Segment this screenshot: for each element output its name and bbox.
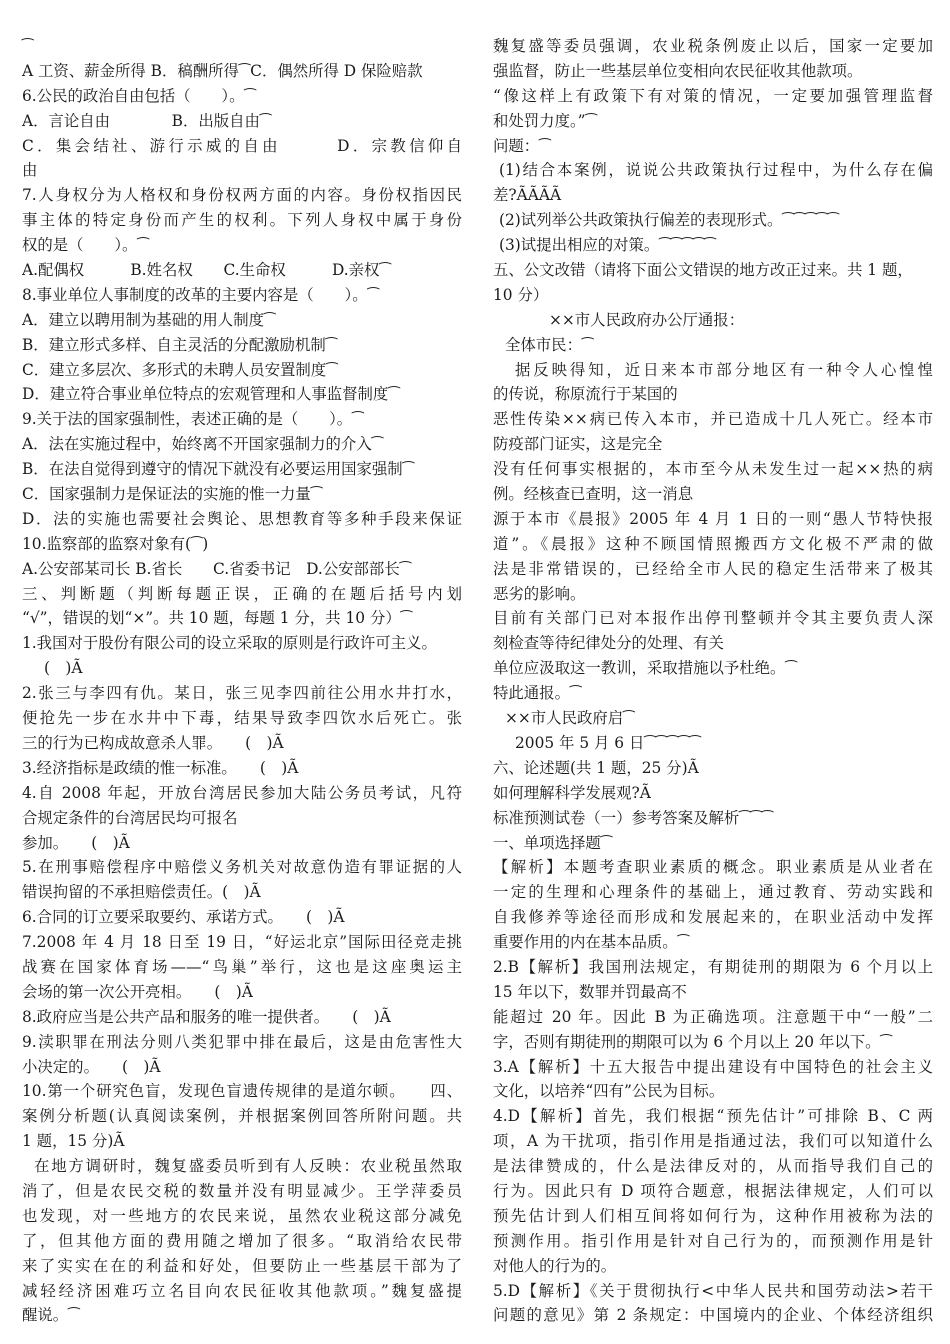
right-text-line [493, 1005, 933, 1030]
text-run: 会场的第一次公开亮相。 ( )Ã [22, 982, 253, 1001]
text-run: 魏复盛等委员强调，农业税条例废止以后，国家一定要加 [493, 37, 933, 55]
paragraph-mark-glyph: ⁀ [22, 39, 34, 55]
text-run: 目前有关部门已对本报作出停刊整顿并令其主要负责人深 [493, 609, 933, 628]
left-text-line [22, 955, 462, 980]
left-text-line [22, 382, 462, 407]
text-run: A 工资、薪金所得 B．稿酬所得 [22, 61, 239, 80]
text-run: 6.合同的订立要采取要约、承诺方式。 ( )Ã [22, 908, 345, 927]
left-text-line [22, 606, 462, 631]
right-text-line [493, 1254, 933, 1279]
left-text-line [22, 507, 462, 532]
paragraph-mark-glyph: ⁀ [137, 238, 149, 255]
text-run: C．偶然所得 D 保险赔款 [250, 61, 423, 80]
text-run: 例。经核查已查明，这一消息 [493, 485, 694, 504]
text-run: 8.事业单位人事制度的改革的主要内容是（ ）。 [22, 285, 368, 304]
text-run: 刻检查等待纪律处分的处理、有关 [493, 634, 724, 653]
text-run: 案例分析题(认真阅读案例，并根据案例回答所附问题。共 [22, 1107, 462, 1126]
paragraph-mark-glyph: ⁀ [310, 487, 323, 504]
paragraph-mark-glyph: ⁀ [191, 536, 203, 553]
text-run: 六、论述题(共 1 题，25 分)Ã [493, 758, 699, 777]
paragraph-mark-glyph: ⁀ [785, 661, 797, 678]
text-run: 【解析】本题考查职业素质的概念。职业素质是从业者在 [493, 858, 933, 877]
text-run: 4.自 2008 年起，开放台湾居民参加大陆公务员考试，凡符 [22, 783, 462, 802]
text-run: A．法在实施过程中，始终离不开国家强制力的介入 [22, 435, 372, 454]
paragraph-mark-glyph: ⁀ [244, 88, 256, 105]
right-text-line [493, 1129, 933, 1154]
text-run: 字，否则有期徒刑的期限可以为 6 个月以上 20 年以下。 [493, 1032, 881, 1051]
text-run: ××市人民政府启 [505, 709, 624, 728]
left-text-line [22, 656, 462, 681]
paragraph-mark-glyph: ⁀ [388, 387, 400, 404]
right-text-line [493, 432, 933, 457]
text-run: 能超过 20 年。因此 B 为正确选项。注意题干中“一般”二 [493, 1007, 933, 1026]
text-run: 3.A【解析】十五大报告中提出建设有中国特色的社会主义 [493, 1057, 933, 1076]
left-text-line [22, 756, 462, 781]
left-text-line [22, 308, 462, 333]
text-run: 是法律赞成的，什么是法律反对的，从而指导我们自己的 [493, 1157, 933, 1176]
right-text-line [493, 482, 933, 507]
right-text-line [493, 1030, 933, 1055]
text-run: 预先估计到人们相互间将如何行为，这种作用被称为法的 [493, 1206, 933, 1225]
text-run: 防疫部门证实，这是完全 [493, 435, 663, 454]
right-text-line [493, 606, 933, 631]
left-text-line [22, 333, 462, 358]
paragraph-mark-glyph: ⁀⁀⁀⁀⁀ [782, 213, 839, 230]
text-run: 10 分） [493, 285, 549, 304]
text-run: 单位应汲取这一教训，采取措施以予杜绝。 [493, 659, 786, 678]
paragraph-mark-glyph: ⁀ [352, 412, 364, 429]
right-text-line [493, 905, 933, 930]
right-text-line [493, 1179, 933, 1204]
paragraph-mark-glyph: ⁀ [581, 337, 594, 354]
text-run: D．法的实施也需要社会舆论、思想教育等多种手段来保证 [22, 509, 462, 528]
text-run: 自我修养等途径而形成和发展起来的，在职业活动中发挥 [493, 908, 933, 927]
text-run: 5.在刑事赔偿程序中赔偿义务机关对故意伪造有罪证据的人 [22, 858, 462, 877]
left-text-line [22, 532, 462, 557]
right-text-line [493, 930, 933, 955]
right-text-line [493, 1229, 933, 1254]
text-run: 道”。《晨报》这种不顾国情照搬西方文化极不严肃的做 [493, 534, 933, 553]
right-text-line [493, 980, 933, 1005]
text-run: A．言论自由 B．出版自由 [22, 111, 260, 130]
paragraph-mark-glyph: ⁀ [325, 337, 337, 354]
right-text-line [493, 656, 933, 681]
left-text-line [22, 208, 462, 233]
right-text-line [493, 109, 933, 134]
text-run: 便抢先一步在水井中下毒，结果导致李四饮水后死亡。张 [22, 709, 462, 728]
paragraph-mark-glyph: ⁀⁀⁀⁀⁀ [659, 238, 716, 255]
right-text-line [493, 557, 933, 582]
paragraph-mark-glyph: ⁀ [539, 138, 551, 155]
left-text-line [22, 407, 462, 432]
right-text-line [493, 706, 933, 731]
text-run: 7.2008 年 4 月 18 日至 19 日，“好运北京”国际田径竞走挑 [22, 933, 462, 952]
left-text-line [22, 34, 462, 59]
right-text-line [493, 183, 933, 208]
text-run: ) [202, 534, 209, 553]
text-run: 5.D【解析】《关于贯彻执行<中华人民共和国劳动法>若干 [493, 1281, 933, 1300]
paragraph-mark-glyph: ⁀ [68, 1308, 80, 1325]
left-text-line [22, 806, 462, 831]
left-text-line [22, 1055, 462, 1080]
text-run: 1 题，15 分)Ã [22, 1132, 125, 1151]
left-text-line [22, 482, 462, 507]
text-run: D．建立符合事业单位特点的宏观管理和人事监督制度 [22, 385, 389, 404]
text-run: 五、公文改错（请将下面公文错误的地方改正过来。共 1 题， [493, 261, 913, 280]
paragraph-mark-glyph: ⁀ [585, 113, 597, 130]
text-run: 10.第一个研究色盲，发现色盲遗传规律的是道尔顿。 四、 [22, 1082, 462, 1101]
right-text-line [493, 134, 933, 159]
paragraph-mark-glyph: ⁀ [400, 611, 413, 628]
left-text-line [22, 1104, 462, 1129]
right-text-line [493, 582, 933, 607]
text-run: B．建立形式多样、自主灵活的分配激励机制 [22, 335, 326, 354]
text-run: 没有任何事实根据的，本市至今从未发生过一起××热的病 [493, 460, 933, 479]
left-text-line [22, 283, 462, 308]
text-run: C．集会结社、游行示威的自由 D．宗教信仰自 [22, 136, 462, 155]
text-run: 差?ÃÃÃÃ [493, 186, 562, 205]
left-text-line [22, 457, 462, 482]
text-run: “像这样上有政策下有对策的情况，一定要加强管理监督 [493, 86, 933, 105]
left-text-line [22, 582, 462, 607]
paragraph-mark-glyph: ⁀ [399, 561, 411, 578]
text-run: ××市人民政府办公厅通报： [549, 310, 745, 329]
text-run: 和处罚力度。” [493, 111, 586, 130]
text-run: 由 [22, 161, 38, 180]
left-text-line [22, 432, 462, 457]
left-text-line [22, 134, 462, 159]
text-run: 10.监察部的监察对象有( [22, 534, 191, 553]
left-text-line [22, 557, 462, 582]
right-text-line [493, 84, 933, 109]
text-run: 文化，以培养“四有”公民为目标。 [493, 1082, 725, 1101]
text-run: 预测作用。指引作用是针对自己行为的，而预测作用是针 [493, 1231, 933, 1250]
paragraph-mark-glyph: ⁀ [238, 63, 251, 80]
left-text-line [22, 905, 462, 930]
text-run: 问题： [493, 136, 540, 155]
text-run: 源于本市《晨报》2005 年 4 月 1 日的一则“愚人节特快报 [493, 509, 933, 528]
text-run: 项，A 为干扰项，指引作用是指通过法，我们可以知道什么 [493, 1132, 933, 1151]
left-text-line [22, 1279, 462, 1304]
left-text-line [22, 706, 462, 731]
text-run: 三的行为已构成故意杀人罪。 ( )Ã [22, 733, 284, 752]
right-column [493, 34, 933, 1328]
paragraph-mark-glyph: ⁀ [259, 113, 272, 130]
text-run: 来了实实在在的利益和好处，但要防止一些基层干部为了 [22, 1256, 462, 1275]
text-run: 强监督，防止一些基层单位变相向农民征收其他款项。 [493, 61, 863, 80]
right-text-line [493, 59, 933, 84]
text-run: 的传说，称原流行于某国的 [493, 385, 678, 404]
right-text-line [493, 831, 933, 856]
text-run: 减轻经济困难巧立名目向农民征收其他款项。”魏复盛提 [22, 1281, 462, 1300]
right-text-line [493, 681, 933, 706]
text-run: 恶性传染××病已传入本市，并已造成十几人死亡。经本市 [493, 410, 933, 429]
text-run: 4.D【解析】首先，我们根据“预先估计”可排除 B、C 两 [493, 1107, 933, 1126]
paragraph-mark-glyph: ⁀ [623, 711, 635, 728]
right-text-line [493, 756, 933, 781]
left-text-line [22, 233, 462, 258]
left-text-line [22, 1303, 462, 1328]
text-run: 15 年以下，数罪并罚最高不 [493, 982, 687, 1001]
left-text-line [22, 631, 462, 656]
text-run: A.配偶权 B.姓名权 C.生命权 D.亲权 [22, 261, 380, 280]
text-run: A．建立以聘用制为基础的用人制度 [22, 310, 264, 329]
text-run: (3)试提出相应的对策。 [499, 236, 660, 255]
right-text-line [493, 507, 933, 532]
left-text-line [22, 183, 462, 208]
text-run: 行为。因此只有 D 项符合题意，根据法律规定，人们可以 [493, 1181, 933, 1200]
right-text-line [493, 457, 933, 482]
paragraph-mark-glyph: ⁀ [569, 686, 582, 703]
text-run: 对他人的行为的。 [493, 1256, 617, 1275]
right-text-line [493, 1104, 933, 1129]
left-text-line [22, 781, 462, 806]
text-run: 9.关于法的国家强制性，表述正确的是（ ）。 [22, 410, 353, 429]
right-text-line [493, 1154, 933, 1179]
text-run: 如何理解科学发展观?Ã [493, 783, 651, 802]
text-run: 重要作用的内在基本品质。 [493, 933, 678, 952]
right-text-line [493, 631, 933, 656]
text-run: 错误拘留的不承担赔偿责任。( )Ã [22, 883, 261, 902]
text-run: B．在法自觉得到遵守的情况下就没有必要运用国家强制 [22, 460, 403, 479]
text-run: (2)试列举公共政策执行偏差的表现形式。 [499, 211, 783, 230]
text-run: 合规定条件的台湾居民均可报名 [22, 808, 238, 827]
right-text-line [493, 382, 933, 407]
left-text-line [22, 1254, 462, 1279]
right-text-line [493, 358, 933, 383]
text-run: 参加。 ( )Ã [22, 833, 130, 852]
text-run: 3.经济指标是政绩的惟一标准。 ( )Ã [22, 758, 299, 777]
text-run: 2.张三与李四有仇。某日，张三见李四前往公用水井打水， [22, 684, 462, 703]
text-run: 事主体的特定身份而产生的权利。下列人身权中属于身份 [22, 211, 462, 230]
right-text-line [493, 532, 933, 557]
left-column [22, 34, 462, 1328]
text-run: 了，但其他方面的费用随之增加了很多。“取消给农民带 [22, 1231, 462, 1250]
text-run: 恶劣的影响。 [493, 584, 586, 603]
paragraph-mark-glyph: ⁀⁀⁀ [739, 810, 774, 827]
text-run: 战赛在国家体育场——“鸟巢”举行，这也是这座奥运主 [22, 957, 462, 976]
text-run: 消了，但是农民交税的数量并没有明显减少。王学萍委员 [22, 1181, 462, 1200]
right-text-line [493, 731, 933, 756]
right-text-line [493, 781, 933, 806]
right-text-line [493, 407, 933, 432]
right-text-line [493, 855, 933, 880]
text-run: 特此通报。 [493, 684, 570, 703]
paragraph-mark-glyph: ⁀ [379, 263, 391, 280]
text-run: 标准预测试卷（一）参考答案及解析 [493, 808, 740, 827]
text-run: 法是非常错误的，已经给全市人民的稳定生活带来了极其 [493, 559, 933, 578]
right-text-line [493, 158, 933, 183]
left-text-line [22, 109, 462, 134]
left-text-line [22, 880, 462, 905]
left-text-line [22, 1030, 462, 1055]
right-text-line [493, 258, 933, 283]
paragraph-mark-glyph: ⁀ [371, 437, 383, 454]
text-run: C．建立多层次、多形式的未聘人员安置制度 [22, 360, 327, 379]
right-text-line [493, 1055, 933, 1080]
left-text-line [22, 1005, 462, 1030]
left-text-line [22, 258, 462, 283]
right-text-line [493, 283, 933, 308]
paragraph-mark-glyph: ⁀ [600, 835, 613, 852]
left-text-line [22, 1154, 462, 1179]
right-text-line [493, 233, 933, 258]
text-run: 7.人身权分为人格权和身份权两方面的内容。身份权指因民 [22, 186, 462, 205]
text-run: ( )Ã [44, 659, 83, 678]
paragraph-mark-glyph: ⁀ [326, 362, 338, 379]
paragraph-mark-glyph: ⁀ [677, 935, 689, 952]
text-run: 三、判断题（判断每题正误，正确的在题后括号内划 [22, 584, 462, 603]
text-run: C．国家强制力是保证法的实施的惟一力量 [22, 485, 311, 504]
text-run: 在地方调研时，魏复盛委员听到有人反映：农业税虽然取 [34, 1157, 462, 1176]
paragraph-mark-glyph: ⁀⁀⁀⁀⁀ [644, 735, 701, 752]
text-run: 2.B【解析】我国刑法规定，有期徒刑的期限为 6 个月以上 [493, 957, 933, 976]
text-run: A.公安部某司长 B.省长 C.省委书记 D.公安部部长 [22, 559, 400, 578]
text-run: 1.我国对于股份有限公司的设立采取的原则是行政许可主义。 [22, 634, 437, 653]
text-run: “√”，错误的划“×”。共 10 题，每题 1 分，共 10 分） [22, 609, 401, 628]
text-run: 小决定的。 ( )Ã [22, 1057, 161, 1076]
text-run: (1)结合本案例，说说公共政策执行过程中，为什么存在偏 [499, 161, 933, 180]
right-text-line [493, 308, 933, 333]
paragraph-mark-glyph: ⁀ [263, 312, 276, 329]
right-text-line [493, 1079, 933, 1104]
right-text-line [493, 955, 933, 980]
left-text-line [22, 855, 462, 880]
left-text-line [22, 1129, 462, 1154]
left-text-line [22, 358, 462, 383]
left-text-line [22, 1079, 462, 1104]
left-text-line [22, 731, 462, 756]
text-run: 问题的意见》第 2 条规定：中国境内的企业、个体经济组织 [493, 1306, 933, 1325]
left-text-line [22, 59, 462, 84]
text-run: 2005 年 5 月 6 日 [515, 733, 645, 752]
right-text-line [493, 1279, 933, 1304]
text-run: 6.公民的政治自由包括（ ）。 [22, 86, 245, 105]
left-text-line [22, 831, 462, 856]
text-run: 醒说。 [22, 1306, 69, 1325]
text-run: 一定的生理和心理条件的基础上，通过教育、劳动实践和 [493, 883, 933, 902]
left-text-line [22, 158, 462, 183]
paragraph-mark-glyph: ⁀ [402, 462, 414, 479]
text-run: 全体市民： [505, 335, 582, 354]
paragraph-mark-glyph: ⁀ [880, 1034, 892, 1051]
left-text-line [22, 681, 462, 706]
text-run: 9.渎职罪在刑法分则八类犯罪中排在最后，这是由危害性大 [22, 1032, 462, 1051]
right-text-line [493, 1303, 933, 1328]
left-text-line [22, 1179, 462, 1204]
right-text-line [493, 333, 933, 358]
left-text-line [22, 1229, 462, 1254]
text-run: 权的是（ ）。 [22, 236, 138, 255]
left-text-line [22, 980, 462, 1005]
left-text-line [22, 84, 462, 109]
right-text-line [493, 34, 933, 59]
right-text-line [493, 208, 933, 233]
right-text-line [493, 880, 933, 905]
right-text-line [493, 1204, 933, 1229]
text-run: 也发现，对一些地方的农民来说，虽然农业税这部分减免 [22, 1206, 462, 1225]
text-run: 一、单项选择题 [493, 833, 601, 852]
text-run: 据反映得知，近日来本市部分地区有一种令人心惶惶 [515, 360, 933, 379]
left-text-line [22, 930, 462, 955]
text-run: 8.政府应当是公共产品和服务的唯一提供者。 ( )Ã [22, 1007, 391, 1026]
left-text-line [22, 1204, 462, 1229]
paragraph-mark-glyph: ⁀ [367, 287, 379, 304]
right-text-line [493, 806, 933, 831]
